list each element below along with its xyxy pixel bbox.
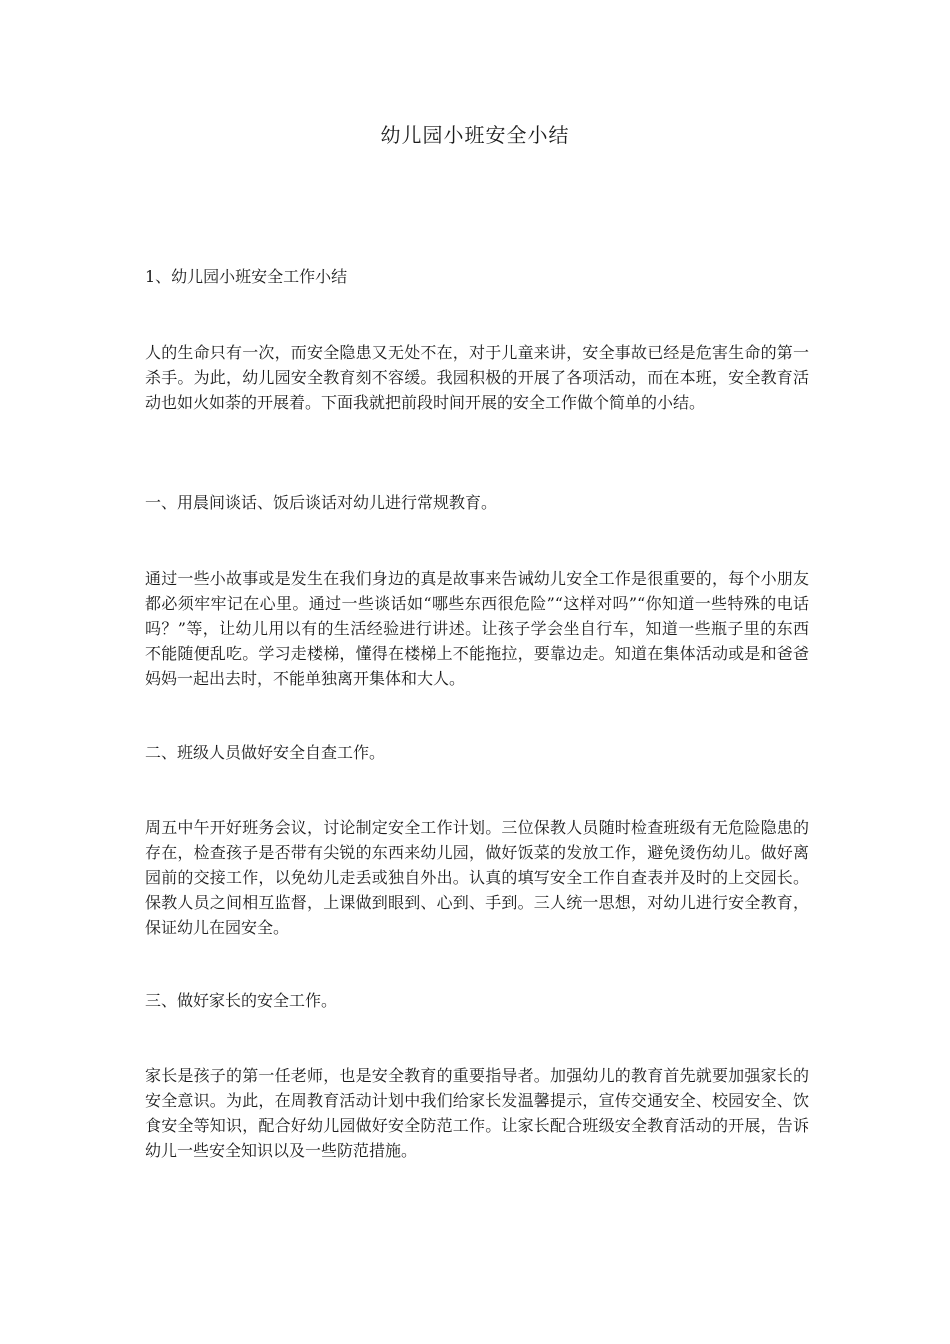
part2-heading: 二、班级人员做好安全自查工作。 — [145, 743, 386, 762]
part1-paragraph: 通过一些小故事或是发生在我们身边的真是故事来告诫幼儿安全工作是很重要的，每个小朋友都必须牢牢记在心里。通过一些谈话如“哪些东西很危险”“这样对吗”“你知道一些特殊的电话吗？”等，让幼儿用以有的生活经验进行讲述。让孩子学会坐自行车，知道一些瓶子里的东西不能随便乱吃。学习走楼梯，懂得在楼梯上不能拖拉，要靠边走。知道在集体活动或是和爸爸妈妈一起出去时，不能单独离开集体和大人。 — [145, 569, 809, 688]
document-title: 幼儿园小班安全小结 — [380, 123, 570, 147]
part1-heading: 一、用晨间谈话、饭后谈话对幼儿进行常规教育。 — [145, 493, 498, 512]
part3-heading: 三、做好家长的安全工作。 — [145, 991, 338, 1010]
part2-paragraph: 周五中午开好班务会议，讨论制定安全工作计划。三位保教人员随时检查班级有无危险隐患的存在，检查孩子是否带有尖锐的东西来幼儿园，做好饭菜的发放工作，避免烫伤幼儿。做好离园前的交接工作，以免幼儿走丢或独自外出。认真的填写安全工作自查表并及时的上交园长。保教人员之间相互监督，上课做到眼到、心到、手到。三人统一思想，对幼儿进行安全教育，保证幼儿在园安全。 — [145, 818, 809, 937]
part3-paragraph: 家长是孩子的第一任老师，也是安全教育的重要指导者。加强幼儿的教育首先就要加强家长的安全意识。为此，在周教育活动计划中我们给家长发温馨提示，宣传交通安全、校园安全、饮食安全等知识，配合好幼儿园做好安全防范工作。让家长配合班级安全教育活动的开展，告诉幼儿一些安全知识以及一些防范措施。 — [145, 1066, 809, 1160]
section-heading: 1、幼儿园小班安全工作小结 — [145, 267, 348, 286]
intro-paragraph: 人的生命只有一次，而安全隐患又无处不在，对于儿童来讲，安全事故已经是危害生命的第一杀手。为此，幼儿园安全教育刻不容缓。我园积极的开展了各项活动，而在本班，安全教育活动也如火如荼的开展着。下面我就把前段时间开展的安全工作做个简单的小结。 — [145, 343, 809, 412]
